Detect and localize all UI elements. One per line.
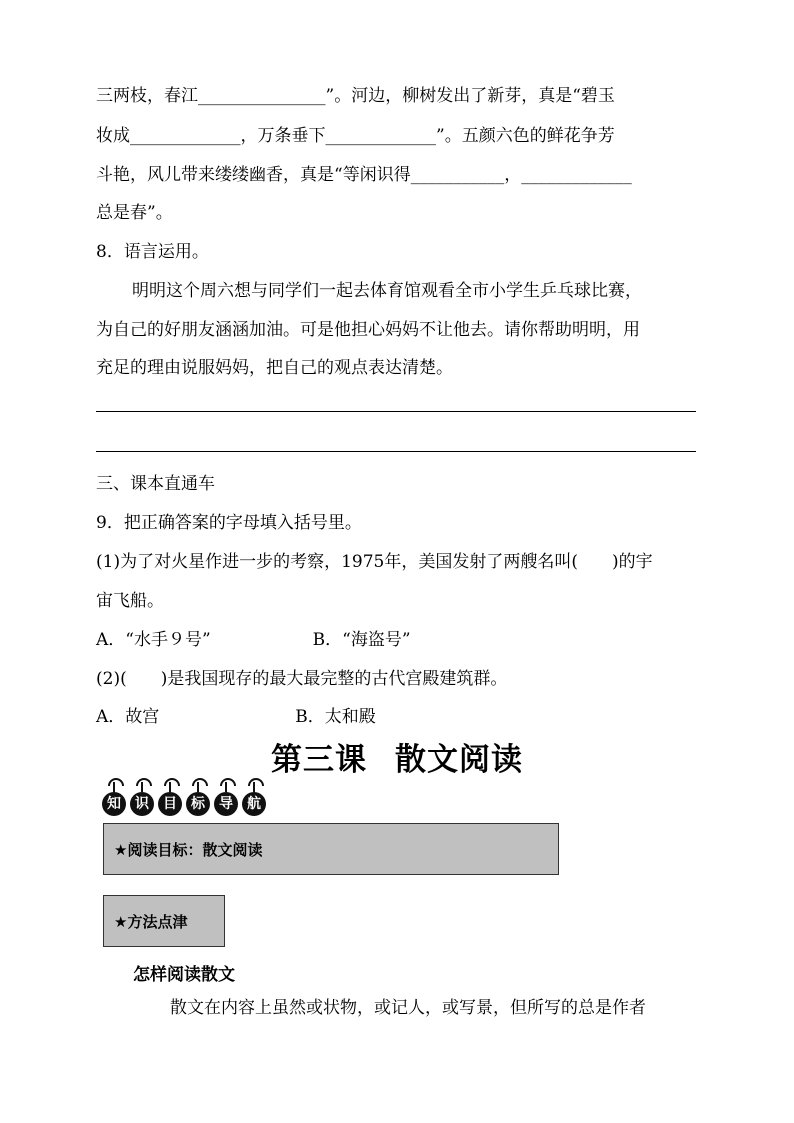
- badge-icon: 标: [186, 792, 210, 816]
- subheading: 怎样阅读散文: [133, 965, 235, 985]
- badge-icon: 航: [242, 792, 266, 816]
- question-8-paragraph-line-1: 明明这个周六想与同学们一起去体育馆观看全市小学生乒乓球比赛，: [132, 281, 642, 301]
- question-8-paragraph-line-2: 为自己的好朋友涵涵加油。可是他担心妈妈不让他去。请你帮助明明，用: [96, 320, 640, 340]
- poem-fill-line-1: 三两枝，春江_______________”。河边，柳树发出了新芽，真是“碧玉: [96, 86, 615, 106]
- question-8-paragraph-line-3: 充足的理由说服妈妈，把自己的观点表达清楚。: [96, 358, 453, 378]
- lesson-title-topic: 散文阅读: [395, 742, 523, 778]
- answer-line-2[interactable]: [96, 451, 696, 452]
- badge-icon: 识: [130, 792, 154, 816]
- knowledge-goal-badges: [102, 778, 272, 822]
- question-9-title: 9．把正确答案的字母填入括号里。: [96, 513, 362, 533]
- section-3-heading: 三、课本直通车: [96, 474, 215, 494]
- question-9-2-options: A．故宫 B．太和殿: [96, 707, 376, 727]
- badge-icon: 导: [214, 792, 238, 816]
- essay-body-line: 散文在内容上虽然或状物，或记人，或写景，但所写的总是作者: [170, 998, 646, 1018]
- lesson-title: [0, 734, 794, 779]
- poem-fill-line-2: 妆成_____________，万条垂下_____________”。五颜六色的鲜花争芳: [96, 126, 615, 146]
- lesson-title-number: 第三课: [271, 742, 367, 778]
- answer-line-1[interactable]: [96, 411, 696, 412]
- reading-goal-box: ★阅读目标：散文阅读: [103, 823, 559, 875]
- question-9-1-line-1: (1)为了对火星作进一步的考察，1975年，美国发射了两艘名叫( )的宇: [96, 552, 653, 572]
- badge-icon: 目: [158, 792, 182, 816]
- poem-fill-line-3: 斗艳，风儿带来缕缕幽香，真是“等闲识得___________，_____________: [96, 165, 632, 185]
- question-9-1-line-2: 宙飞船。: [96, 591, 164, 611]
- question-9-1-options: A．“水手９号” B．“海盗号”: [96, 630, 411, 650]
- badge-icon: 知: [102, 792, 126, 816]
- poem-fill-line-4: 总是春”。: [96, 203, 173, 223]
- method-tips-box: ★方法点津: [103, 895, 225, 947]
- question-8-title: 8．语言运用。: [96, 242, 209, 262]
- question-9-2: (2)( )是我国现存的最大最完整的古代宫殿建筑群。: [96, 669, 508, 689]
